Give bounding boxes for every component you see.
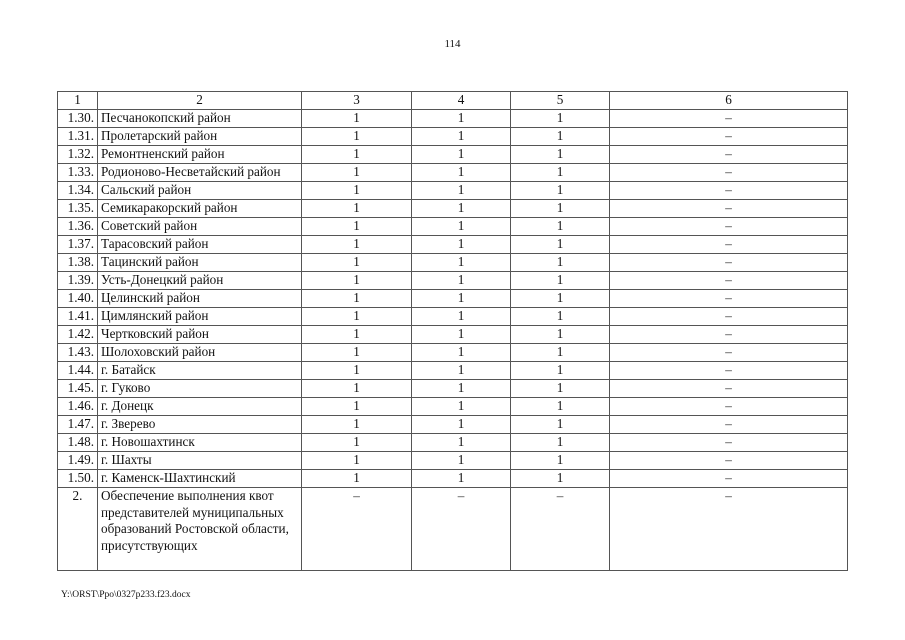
row-value-3: 1 bbox=[302, 380, 412, 398]
row-value-3: – bbox=[302, 488, 412, 571]
row-value-6: – bbox=[610, 344, 848, 362]
row-value-3: 1 bbox=[302, 290, 412, 308]
row-value-4: 1 bbox=[412, 182, 511, 200]
row-value-5: 1 bbox=[511, 110, 610, 128]
row-value-3: 1 bbox=[302, 128, 412, 146]
row-value-4: 1 bbox=[412, 434, 511, 452]
row-value-4: 1 bbox=[412, 290, 511, 308]
row-name: Чертковский район bbox=[98, 326, 302, 344]
row-value-4: 1 bbox=[412, 344, 511, 362]
row-value-3: 1 bbox=[302, 308, 412, 326]
row-value-5: 1 bbox=[511, 362, 610, 380]
row-name: Целинский район bbox=[98, 290, 302, 308]
row-value-4: 1 bbox=[412, 164, 511, 182]
row-value-4: 1 bbox=[412, 236, 511, 254]
column-header: 5 bbox=[511, 92, 610, 110]
table-row bbox=[58, 434, 848, 452]
row-value-6: – bbox=[610, 416, 848, 434]
row-value-6: – bbox=[610, 182, 848, 200]
row-value-4: 1 bbox=[412, 380, 511, 398]
row-value-4: 1 bbox=[412, 308, 511, 326]
row-value-6: – bbox=[610, 272, 848, 290]
row-value-3: 1 bbox=[302, 398, 412, 416]
row-value-5: 1 bbox=[511, 344, 610, 362]
row-name: Сальский район bbox=[98, 182, 302, 200]
row-number: 1.49. bbox=[58, 452, 98, 470]
row-number: 1.36. bbox=[58, 218, 98, 236]
row-value-5: 1 bbox=[511, 218, 610, 236]
table-row bbox=[58, 236, 848, 254]
row-value-3: 1 bbox=[302, 326, 412, 344]
row-value-4: 1 bbox=[412, 416, 511, 434]
column-header: 3 bbox=[302, 92, 412, 110]
row-name: Песчанокопский район bbox=[98, 110, 302, 128]
row-value-5: 1 bbox=[511, 452, 610, 470]
row-number: 1.45. bbox=[58, 380, 98, 398]
table-row bbox=[58, 362, 848, 380]
row-name: г. Батайск bbox=[98, 362, 302, 380]
row-number: 1.32. bbox=[58, 146, 98, 164]
table-row bbox=[58, 416, 848, 434]
column-header: 4 bbox=[412, 92, 511, 110]
row-number: 1.42. bbox=[58, 326, 98, 344]
row-name: г. Каменск-Шахтинский bbox=[98, 470, 302, 488]
row-value-6: – bbox=[610, 290, 848, 308]
row-number: 1.34. bbox=[58, 182, 98, 200]
row-value-3: 1 bbox=[302, 416, 412, 434]
row-value-3: 1 bbox=[302, 236, 412, 254]
row-value-3: 1 bbox=[302, 200, 412, 218]
row-number: 1.30. bbox=[58, 110, 98, 128]
row-name: Ремонтненский район bbox=[98, 146, 302, 164]
row-value-5: – bbox=[511, 488, 610, 571]
row-value-5: 1 bbox=[511, 290, 610, 308]
row-value-5: 1 bbox=[511, 128, 610, 146]
row-value-4: 1 bbox=[412, 470, 511, 488]
table-row bbox=[58, 290, 848, 308]
table-row bbox=[58, 254, 848, 272]
quota-table bbox=[57, 91, 848, 571]
row-value-5: 1 bbox=[511, 146, 610, 164]
row-value-6: – bbox=[610, 470, 848, 488]
row-value-3: 1 bbox=[302, 146, 412, 164]
row-value-5: 1 bbox=[511, 272, 610, 290]
row-number: 1.31. bbox=[58, 128, 98, 146]
row-number: 1.46. bbox=[58, 398, 98, 416]
row-value-5: 1 bbox=[511, 434, 610, 452]
row-value-3: 1 bbox=[302, 362, 412, 380]
row-value-4: 1 bbox=[412, 398, 511, 416]
row-value-6: – bbox=[610, 434, 848, 452]
row-value-5: 1 bbox=[511, 416, 610, 434]
column-header: 6 bbox=[610, 92, 848, 110]
row-value-6: – bbox=[610, 218, 848, 236]
table-row bbox=[58, 326, 848, 344]
row-name: г. Зверево bbox=[98, 416, 302, 434]
row-number: 2. bbox=[58, 488, 98, 571]
table-body bbox=[58, 110, 848, 571]
table-row bbox=[58, 164, 848, 182]
row-value-3: 1 bbox=[302, 272, 412, 290]
row-value-3: 1 bbox=[302, 344, 412, 362]
row-value-4: 1 bbox=[412, 272, 511, 290]
row-value-6: – bbox=[610, 452, 848, 470]
row-value-6: – bbox=[610, 362, 848, 380]
table-row bbox=[58, 110, 848, 128]
row-name: г. Донецк bbox=[98, 398, 302, 416]
row-value-5: 1 bbox=[511, 326, 610, 344]
row-name: Советский район bbox=[98, 218, 302, 236]
page-number: 114 bbox=[444, 38, 461, 50]
row-value-3: 1 bbox=[302, 164, 412, 182]
row-value-6: – bbox=[610, 326, 848, 344]
row-value-4: 1 bbox=[412, 326, 511, 344]
table-row bbox=[58, 128, 848, 146]
column-header: 1 bbox=[58, 92, 98, 110]
row-number: 1.47. bbox=[58, 416, 98, 434]
row-value-4: 1 bbox=[412, 200, 511, 218]
row-value-4: 1 bbox=[412, 218, 511, 236]
row-value-4: 1 bbox=[412, 110, 511, 128]
row-number: 1.39. bbox=[58, 272, 98, 290]
row-name: Тарасовский район bbox=[98, 236, 302, 254]
table-row bbox=[58, 470, 848, 488]
table-row bbox=[58, 488, 848, 571]
row-value-3: 1 bbox=[302, 254, 412, 272]
row-name: Шолоховский район bbox=[98, 344, 302, 362]
row-value-4: 1 bbox=[412, 128, 511, 146]
row-number: 1.44. bbox=[58, 362, 98, 380]
row-value-5: 1 bbox=[511, 398, 610, 416]
row-value-5: 1 bbox=[511, 182, 610, 200]
column-header: 2 bbox=[98, 92, 302, 110]
row-value-4: 1 bbox=[412, 362, 511, 380]
row-value-6: – bbox=[610, 146, 848, 164]
row-number: 1.48. bbox=[58, 434, 98, 452]
row-number: 1.33. bbox=[58, 164, 98, 182]
row-number: 1.40. bbox=[58, 290, 98, 308]
row-value-3: 1 bbox=[302, 452, 412, 470]
row-name: Семикаракорский район bbox=[98, 200, 302, 218]
table-header-row bbox=[58, 92, 848, 110]
row-value-6: – bbox=[610, 380, 848, 398]
row-value-6: – bbox=[610, 236, 848, 254]
row-value-3: 1 bbox=[302, 434, 412, 452]
row-value-3: 1 bbox=[302, 218, 412, 236]
row-value-4: 1 bbox=[412, 146, 511, 164]
row-number: 1.43. bbox=[58, 344, 98, 362]
row-name: Цимлянский район bbox=[98, 308, 302, 326]
row-value-6: – bbox=[610, 110, 848, 128]
table-row bbox=[58, 146, 848, 164]
row-value-4: – bbox=[412, 488, 511, 571]
row-value-6: – bbox=[610, 308, 848, 326]
row-value-5: 1 bbox=[511, 236, 610, 254]
row-name: Обеспечение выполнения квот представителей муниципальных образований Ростовской области, присутствующих bbox=[98, 488, 302, 571]
row-number: 1.41. bbox=[58, 308, 98, 326]
row-number: 1.35. bbox=[58, 200, 98, 218]
table-row bbox=[58, 218, 848, 236]
row-name: г. Гуково bbox=[98, 380, 302, 398]
row-value-5: 1 bbox=[511, 200, 610, 218]
row-value-6: – bbox=[610, 128, 848, 146]
row-value-3: 1 bbox=[302, 470, 412, 488]
row-value-5: 1 bbox=[511, 254, 610, 272]
table-row bbox=[58, 200, 848, 218]
table-row bbox=[58, 344, 848, 362]
row-name: Тацинский район bbox=[98, 254, 302, 272]
footer-file-path: Y:\ORST\Ppo\0327p233.f23.docx bbox=[61, 590, 191, 600]
row-value-6: – bbox=[610, 254, 848, 272]
row-value-6: – bbox=[610, 164, 848, 182]
row-name: г. Новошахтинск bbox=[98, 434, 302, 452]
row-name: Усть-Донецкий район bbox=[98, 272, 302, 290]
row-value-5: 1 bbox=[511, 308, 610, 326]
table-row bbox=[58, 308, 848, 326]
table-row bbox=[58, 452, 848, 470]
row-value-3: 1 bbox=[302, 110, 412, 128]
row-value-6: – bbox=[610, 200, 848, 218]
row-name: Родионово-Несветайский район bbox=[98, 164, 302, 182]
row-name: Пролетарский район bbox=[98, 128, 302, 146]
row-value-5: 1 bbox=[511, 164, 610, 182]
table-row bbox=[58, 398, 848, 416]
row-value-3: 1 bbox=[302, 182, 412, 200]
row-number: 1.37. bbox=[58, 236, 98, 254]
row-value-4: 1 bbox=[412, 254, 511, 272]
row-number: 1.50. bbox=[58, 470, 98, 488]
row-number: 1.38. bbox=[58, 254, 98, 272]
row-value-6: – bbox=[610, 488, 848, 571]
row-value-5: 1 bbox=[511, 470, 610, 488]
row-value-6: – bbox=[610, 398, 848, 416]
table-row bbox=[58, 182, 848, 200]
row-value-5: 1 bbox=[511, 380, 610, 398]
table-row bbox=[58, 272, 848, 290]
row-name: г. Шахты bbox=[98, 452, 302, 470]
table-row bbox=[58, 380, 848, 398]
row-value-4: 1 bbox=[412, 452, 511, 470]
